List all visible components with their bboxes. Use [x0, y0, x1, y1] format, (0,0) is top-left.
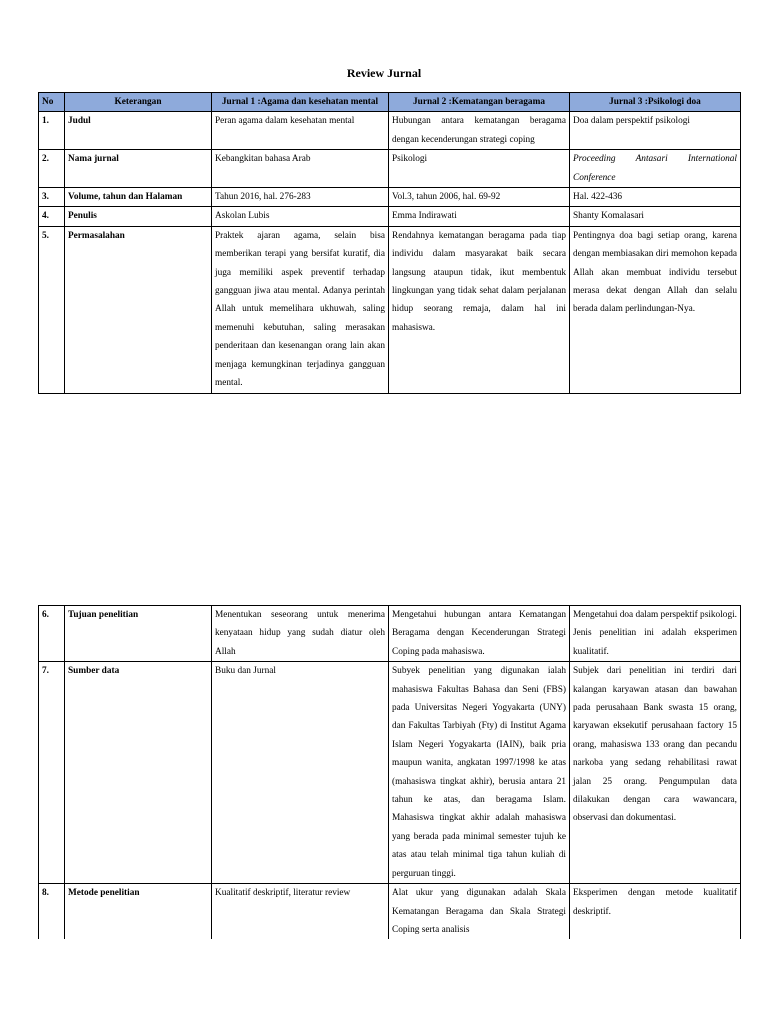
- table-row: [39, 112, 741, 150]
- table-row: [39, 662, 741, 884]
- row-label: Penulis: [65, 207, 212, 226]
- row-label: Metode penelitian: [65, 884, 212, 940]
- cell-jurnal-1: Praktek ajaran agama, selain bisa memberikan terapi yang bersifat kuratif, dia juga memiliki aspek preventif terhadap gangguan jiwa atau mental. Adanya perintah Allah untuk memelihara ukhuwah, saling memenuhi kebutuhan, saling merasakan penderitaan dan kesenangan orang lain akan menjaga kemungkinan terjadinya gangguan mental.: [212, 226, 389, 393]
- cell-jurnal-2: Alat ukur yang digunakan adalah Skala Kematangan Beragama dan Skala Strategi Coping serta analisis: [389, 884, 570, 940]
- table-header-row: [39, 93, 741, 112]
- cell-jurnal-1: Kebangkitan bahasa Arab: [212, 150, 389, 188]
- table-row: [39, 150, 741, 188]
- cell-jurnal-2: Subyek penelitian yang digunakan ialah mahasiswa Fakultas Bahasa dan Seni (FBS) pada Universitas Negeri Yogyakarta (UNY) dan Fakultas Tarbiyah (Fty) di Institut Agama Islam Negeri Yogyakarta (IAIN), baik pria maupun wanita, angkatan 1997/1998 ke atas (mahasiswa tingkat akhir), berusia antara 21 tahun ke atas, dan beragama Islam. Mahasiswa tingkat akhir adalah mahasiswa yang berada pada minimal semester tujuh ke atas atau telah minimal tiga tahun kuliah di perguruan tinggi.: [389, 662, 570, 884]
- cell-jurnal-2: Mengetahui hubungan antara Kematangan Beragama dengan Kecenderungan Strategi Coping pada mahasiswa.: [389, 606, 570, 662]
- cell-jurnal-2: Rendahnya kematangan beragama pada tiap individu dalam masyarakat baik secara langsung ataupun tidak, ikut membentuk lingkungan yang tidak sehat dalam perjalanan hidup seorang remaja, dalam hal ini mahasiswa.: [389, 226, 570, 393]
- cell-jurnal-3: Hal. 422-436: [570, 188, 741, 207]
- table-row: [39, 188, 741, 207]
- row-number: 8.: [39, 884, 65, 940]
- cell-jurnal-3: Doa dalam perspektif psikologi: [570, 112, 741, 150]
- review-table-part-2: [38, 605, 741, 939]
- cell-jurnal-1: Tahun 2016, hal. 276-283: [212, 188, 389, 207]
- row-number: 4.: [39, 207, 65, 226]
- review-table-part-1: [38, 92, 741, 394]
- cell-jurnal-3: Mengetahui doa dalam perspektif psikologi. Jenis penelitian ini adalah eksperimen kualitatif.: [570, 606, 741, 662]
- header-no: No: [39, 93, 65, 112]
- row-number: 3.: [39, 188, 65, 207]
- cell-jurnal-1: Menentukan seseorang untuk menerima kenyataan hidup yang sudah diatur oleh Allah: [212, 606, 389, 662]
- row-number: 7.: [39, 662, 65, 884]
- row-label: Tujuan penelitian: [65, 606, 212, 662]
- cell-jurnal-3: Eksperimen dengan metode kualitatif deskriptif.: [570, 884, 741, 940]
- cell-jurnal-3: Pentingnya doa bagi setiap orang, karena dengan membiasakan diri memohon kepada Allah akan membuat individu tersebut merasa dekat dengan Allah dan selalu berada dalam perlindungan-Nya.: [570, 226, 741, 393]
- cell-jurnal-3: Proceeding Antasari International Conference: [570, 150, 741, 188]
- table-row: [39, 226, 741, 393]
- row-number: 6.: [39, 606, 65, 662]
- cell-jurnal-1: Askolan Lubis: [212, 207, 389, 226]
- row-label: Judul: [65, 112, 212, 150]
- cell-jurnal-3: Shanty Komalasari: [570, 207, 741, 226]
- header-jurnal-2: Jurnal 2 :Kematangan beragama: [389, 93, 570, 112]
- row-label: Sumber data: [65, 662, 212, 884]
- table-row: [39, 606, 741, 662]
- row-number: 5.: [39, 226, 65, 393]
- cell-jurnal-2: Hubungan antara kematangan beragama dengan kecenderungan strategi coping: [389, 112, 570, 150]
- header-jurnal-3: Jurnal 3 :Psikologi doa: [570, 93, 741, 112]
- table-row: [39, 207, 741, 226]
- header-jurnal-1: Jurnal 1 :Agama dan kesehatan mental: [212, 93, 389, 112]
- cell-jurnal-2: Vol.3, tahun 2006, hal. 69-92: [389, 188, 570, 207]
- document-title: Review Jurnal: [346, 66, 422, 80]
- cell-jurnal-2: Emma Indirawati: [389, 207, 570, 226]
- cell-jurnal-1: Buku dan Jurnal: [212, 662, 389, 884]
- header-keterangan: Keterangan: [65, 93, 212, 112]
- row-number: 1.: [39, 112, 65, 150]
- cell-jurnal-1: Peran agama dalam kesehatan mental: [212, 112, 389, 150]
- table-row: [39, 884, 741, 940]
- row-label: Permasalahan: [65, 226, 212, 393]
- row-label: Nama jurnal: [65, 150, 212, 188]
- cell-jurnal-1: Kualitatif deskriptif, literatur review: [212, 884, 389, 940]
- cell-jurnal-3: Subjek dari penelitian ini terdiri dari kalangan karyawan atasan dan bawahan pada perusahaan Bank swasta 15 orang, karyawan eksekutif perusahaan factory 15 orang, mahasiswa 133 orang dan pecandu narkoba yang sedang rehabilitasi rawat jalan 25 orang. Pengumpulan data dilakukan dengan cara wawancara, observasi dan dokumentasi.: [570, 662, 741, 884]
- row-label: Volume, tahun dan Halaman: [65, 188, 212, 207]
- row-number: 2.: [39, 150, 65, 188]
- cell-jurnal-2: Psikologi: [389, 150, 570, 188]
